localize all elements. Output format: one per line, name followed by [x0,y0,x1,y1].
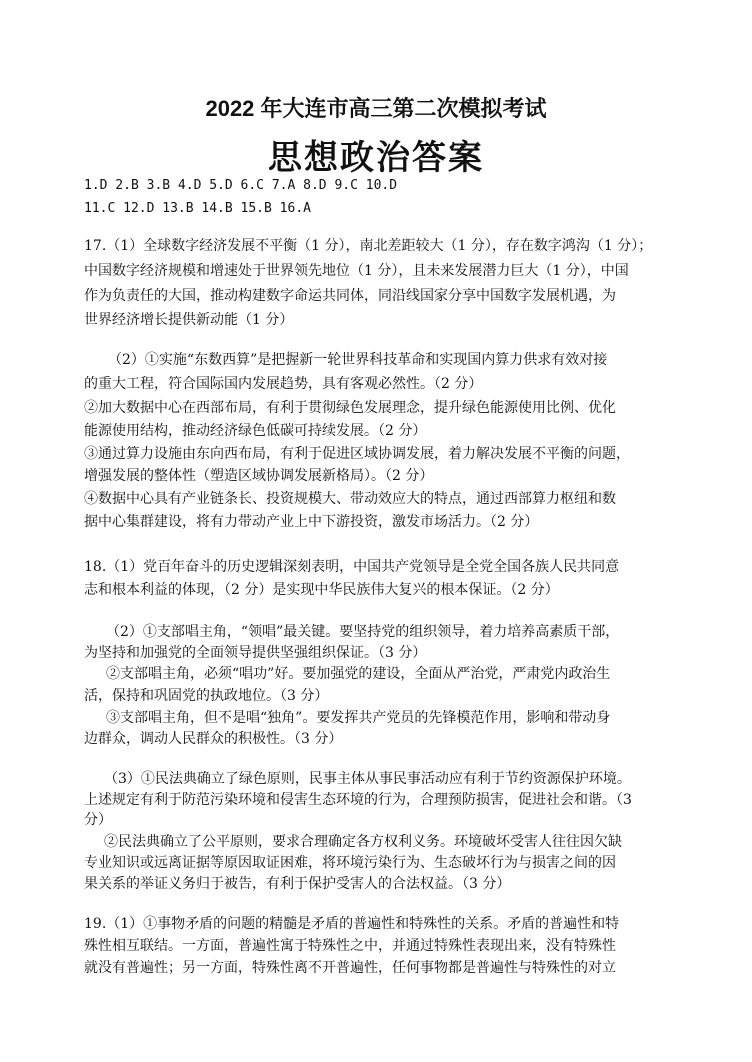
q19-line-2: 殊性相互联结。一方面，普遍性寓于特殊性之中，并通过特殊性表现出来，没有特殊性 [84,938,616,954]
q17-line-4: 世界经济增长提供新动能（1 分） [84,312,294,328]
q18-2-line-1: （2）①支部唱主角，“领唱”最关键。要坚持党的组织领导，着力培养高素质干部， [106,624,620,640]
q18-2-line-4: 活，保持和巩固党的执政地位。（3 分） [84,688,329,704]
exam-title: 2022 年大连市高三第二次模拟考试 [205,96,547,121]
q18-3-line-3: 分） [84,812,112,828]
choice-answers-row-1: 1.D 2.B 3.B 4.D 5.D 6.C 7.A 8.D 9.C 10.D [84,178,398,193]
q17-2-line-3: ②加大数据中心在西部布局，有利于贯彻绿色发展理念，提升绿色能源使用比例、优化 [84,400,616,416]
subject-title: 思想政治答案 [268,139,484,177]
q17-2-line-6: 增强发展的整体性（塑造区域协调发展新格局）。（2 分） [84,468,434,484]
q18-3-line-1: （3）①民法典确立了绿色原则，民事主体从事民事活动应有利于节约资源保护环境。 [104,771,631,787]
q18-3-line-6: 果关系的举证义务归于被告，有利于保护受害人的合法权益。（3 分） [84,876,511,892]
q18-3-line-5: 专业知识或远离证据等原因取证困难，将环境污染行为、生态破坏行为与损害之间的因 [84,855,616,871]
q19-line-1: 19.（1）①事物矛盾的问题的精髓是矛盾的普遍性和特殊性的关系。矛盾的普遍性和特 [84,916,620,932]
q18-2-line-2: 为坚持和加强党的全面领导提供坚强组织保证。（3 分） [84,645,427,661]
q17-2-line-7: ④数据中心具有产业链条长、投资规模大、带动效应大的特点，通过西部算力枢纽和数 [84,491,616,507]
q17-2-line-5: ③通过算力设施由东向西布局，有利于促进区域协调发展，着力解决发展不平衡的问题， [84,446,630,462]
q17-2-line-4: 能源使用结构，推动经济绿色低碳可持续发展。（2 分） [84,423,427,439]
q18-3-line-4: ②民法典确立了公平原则，要求合理确定各方权利义务。环境破坏受害人往往因欠缺 [104,834,622,850]
q18-2-line-6: 边群众，调动人民群众的积极性。（3 分） [84,731,343,747]
q18-3-line-2: 上述规定有利于防范污染环境和侵害生态环境的行为，合理预防损害，促进社会和谐。（3 [84,792,632,808]
q17-line-2: 中国数字经济规模和增速处于世界领先地位（1 分），且未来发展潜力巨大（1 分），中国 [84,263,629,279]
q17-2-line-2: 的重大工程，符合国际国内发展趋势，具有客观必然性。（2 分） [84,376,483,392]
q17-2-line-1: （2）①实施“东数西算”是把握新一轮世界科技革命和实现国内算力供求有效对接 [108,352,608,368]
q18-2-line-5: ③支部唱主角，但不是唱“独角”。要发挥共产党员的先锋模范作用，影响和带动身 [106,710,611,726]
q17-line-1: 17.（1）全球数字经济发展不平衡（1 分），南北差距较大（1 分），存在数字鸿沟（1 分）； [84,238,653,254]
choice-answers-row-2: 11.C 12.D 13.B 14.B 15.B 16.A [84,201,311,216]
q18-line-2: 志和根本利益的体现，（2 分）是实现中华民族伟大复兴的根本保证。（2 分） [84,582,559,598]
q18-line-1: 18.（1）党百年奋斗的历史逻辑深刻表明，中国共产党领导是全党全国各族人民共同意 [84,559,620,575]
q18-2-line-3: ②支部唱主角，必须“唱功”好。要加强党的建设，全面从严治党，严肃党内政治生 [106,666,611,682]
q17-line-3: 作为负责任的大国，推动构建数字命运共同体，同沿线国家分享中国数字发展机遇，为 [84,288,616,304]
q17-2-line-8: 据中心集群建设，将有力带动产业上中下游投资，激发市场活力。（2 分） [84,514,539,530]
q19-line-3: 就没有普遍性；另一方面，特殊性离不开普遍性，任何事物都是普遍性与特殊性的对立 [84,960,616,976]
